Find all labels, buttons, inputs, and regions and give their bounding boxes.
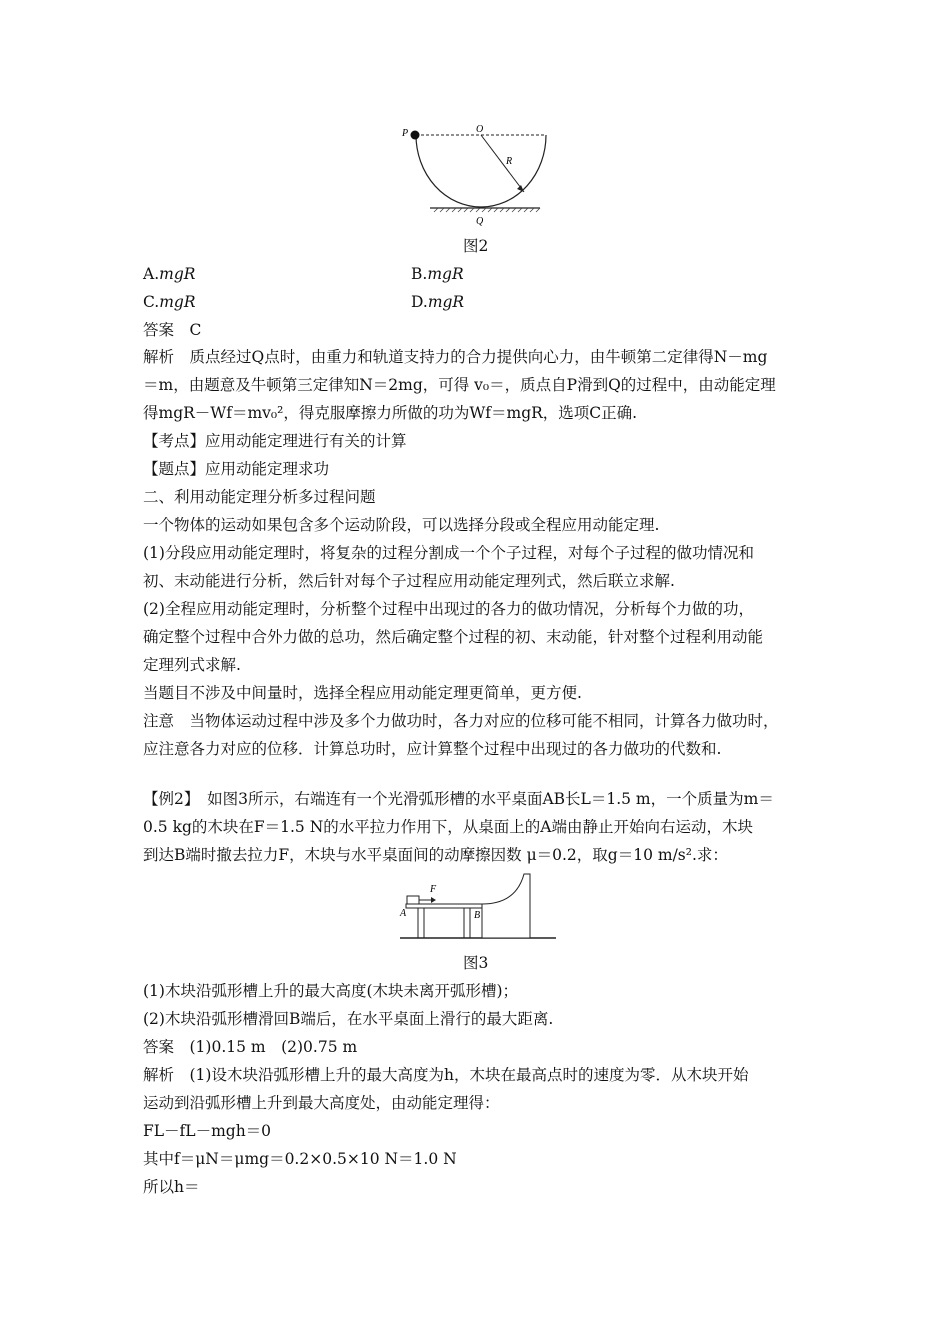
- tidian: 【题点】应用动能定理求功: [143, 460, 330, 478]
- label-p: P: [402, 128, 409, 139]
- label-f: F: [430, 884, 437, 895]
- wood-block: [407, 896, 419, 904]
- option-b-letter: B.: [411, 265, 428, 283]
- question-1: (1)木块沿弧形槽上升的最大高度(木块未离开弧形槽)；: [143, 982, 519, 1000]
- option-a-letter: A.: [143, 265, 160, 283]
- question-2: (2)木块沿弧形槽滑回B端后，在水平桌面上滑行的最大距离.: [143, 1010, 554, 1028]
- particle-ball: [411, 131, 420, 140]
- label-r: R: [506, 156, 513, 167]
- figure-2-caption: 图2: [463, 237, 489, 255]
- section-2-para-3-line-3: 定理列式求解.: [143, 656, 241, 674]
- section-2-para-1: 一个物体的运动如果包含多个运动阶段，可以选择分段或全程应用动能定理.: [143, 516, 660, 534]
- option-c: [143, 292, 196, 312]
- analysis-2-line-5: 所以h＝: [143, 1178, 200, 1196]
- analysis-1-line-3: 得mgR－Wf＝mv₀²，得克服摩擦力所做的功为Wf＝mgR，选项C正确.: [143, 404, 638, 422]
- curved-track: [482, 874, 530, 938]
- option-b: [411, 264, 464, 284]
- kaodian: 【考点】应用动能定理进行有关的计算: [143, 432, 407, 450]
- force-arrowhead: [431, 897, 436, 903]
- analysis-2-line-4: 其中f＝μN＝μmg＝0.2×0.5×10 N＝1.0 N: [143, 1150, 457, 1168]
- answer-2: 答案 (1)0.15 m (2)0.75 m: [143, 1038, 358, 1056]
- example-2-line-2: 0.5 kg的木块在F＝1.5 N的水平拉力作用下，从桌面上的A端由静止开始向右运动，木块: [143, 818, 753, 836]
- example-2-line-1: 【例2】 如图3所示，右端连有一个光滑弧形槽的水平桌面AB长L＝1.5 m，一个质量为m＝: [143, 790, 774, 808]
- option-b-expr: mgR: [427, 265, 464, 283]
- section-2-para-4: 当题目不涉及中间量时，选择全程应用动能定理更简单，更方便.: [143, 684, 582, 702]
- radius-arrowhead: [517, 185, 524, 192]
- section-2-para-2-line-2: 初、末动能进行分析，然后针对每个子过程应用动能定理列式，然后联立求解.: [143, 572, 675, 590]
- option-d-expr: mgR: [427, 293, 465, 311]
- figure-2-diagram: [400, 120, 560, 230]
- option-d: [411, 292, 464, 312]
- option-a: [143, 264, 195, 284]
- example-2-line-3: 到达B端时撤去拉力F，木块与水平桌面间的动摩擦因数 μ＝0.2，取g＝10 m/s².求：: [143, 846, 728, 864]
- analysis-1-line-2: ＝m，由题意及牛顿第三定律知N＝2mg，可得 v₀＝，质点自P滑到Q的过程中，由动能定理: [143, 376, 776, 394]
- section-2-heading: 二、利用动能定理分析多过程问题: [143, 488, 376, 506]
- semicircle-track: [416, 135, 546, 207]
- label-q: Q: [476, 216, 484, 227]
- analysis-1-line-1: 解析 质点经过Q点时，由重力和轨道支持力的合力提供向心力，由牛顿第二定律得N－mg: [143, 348, 768, 366]
- label-o: O: [476, 124, 484, 135]
- answer-1: 答案 C: [143, 321, 202, 339]
- label-a: A: [400, 908, 407, 919]
- radius-arrow: [481, 135, 524, 192]
- note-line-1: 注意 当物体运动过程中涉及多个力做功时，各力对应的位移可能不相同，计算各力做功时，: [143, 712, 779, 730]
- option-c-expr: mgR: [159, 293, 196, 311]
- figure-3-diagram: [398, 870, 558, 945]
- section-2-para-3-line-1: (2)全程应用动能定理时，分析整个过程中出现过的各力的做功情况，分析每个力做的功，: [143, 600, 754, 618]
- option-d-letter: D.: [411, 293, 428, 311]
- ground-hatching: [434, 208, 540, 212]
- analysis-2-line-2: 运动到沿弧形槽上升到最大高度处，由动能定理得：: [143, 1094, 500, 1112]
- option-a-expr: mgR: [159, 265, 196, 283]
- section-2-para-2-line-1: (1)分段应用动能定理时，将复杂的过程分割成一个个子过程，对每个子过程的做功情况和: [143, 544, 754, 562]
- analysis-2-line-3: FL－fL－mgh＝0: [143, 1122, 272, 1140]
- note-line-2: 应注意各力对应的位移．计算总功时，应计算整个过程中出现过的各力做功的代数和.: [143, 740, 722, 758]
- option-c-letter: C.: [143, 293, 160, 311]
- analysis-2-line-1: 解析 (1)设木块沿弧形槽上升的最大高度为h，木块在最高点时的速度为零．从木块开始: [143, 1066, 749, 1084]
- table-top: [406, 904, 482, 908]
- figure-3-caption: 图3: [463, 954, 489, 972]
- label-b: B: [474, 910, 481, 921]
- section-2-para-3-line-2: 确定整个过程中合外力做的总功，然后确定整个过程的初、末动能，针对整个过程利用动能: [143, 628, 764, 646]
